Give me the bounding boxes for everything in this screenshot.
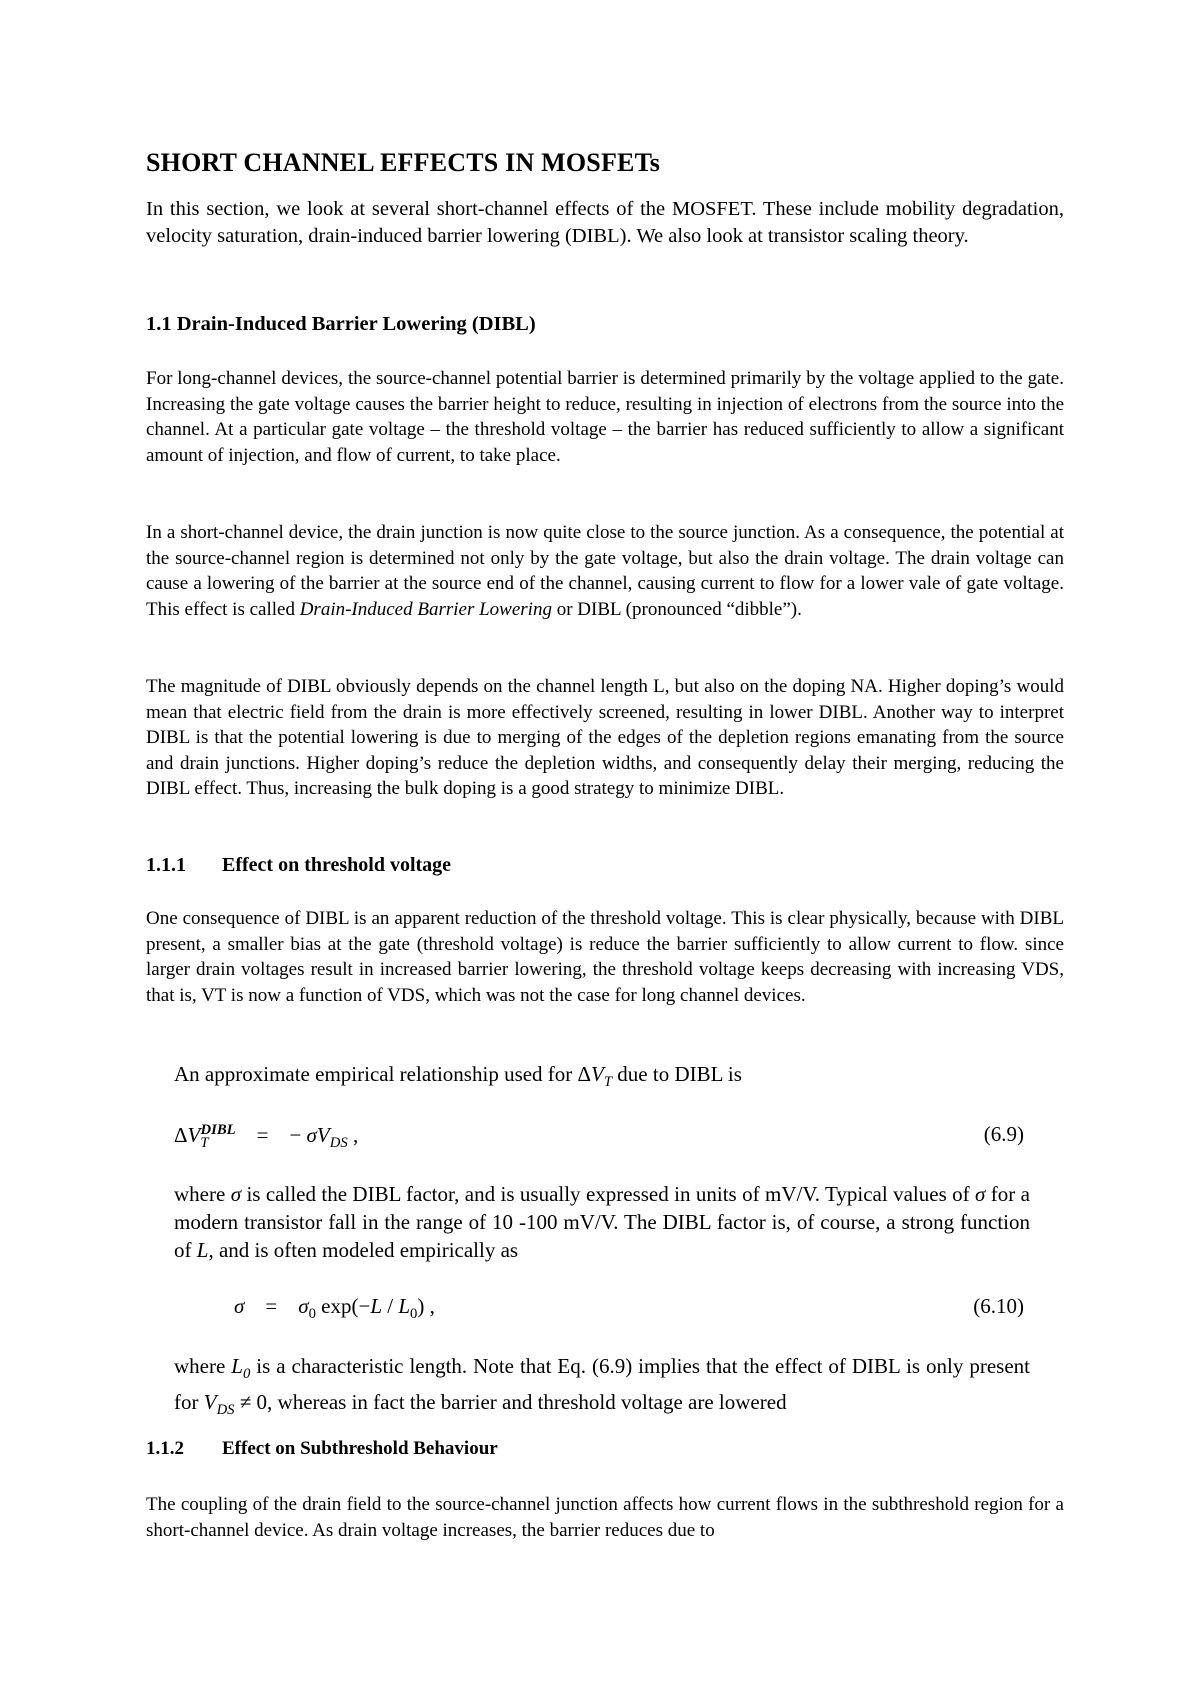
dibl-paragraph-3: The magnitude of DIBL obviously depends on the channel length L, but also on the doping NA. Higher doping’s would mean that electric field from the drain is more effectively screened, resulting in lower DIBL. Another way to interpret DIBL is that the potential lowering is due to merging of the edges of the depletion regions emanating from the source and drain junctions. Higher doping’s reduce the depletion widths, and consequently delay their merging, reducing the DIBL effect. Thus, increasing the bulk doping is a good strategy to minimize DIBL. <box>146 676 1064 799</box>
where2-text-c: ≠ 0, whereas in fact the barrier and threshold voltage are lowered <box>234 1390 787 1415</box>
section-1-1-2-number: 1.1.2 <box>146 1438 184 1459</box>
section-1-1-2-title: Effect on Subthreshold Behaviour <box>222 1438 498 1459</box>
book-intro-text-b: due to DIBL is <box>612 1062 742 1086</box>
dibl-factor-paragraph <box>174 1180 1030 1264</box>
where1-sigma: σ <box>230 1182 242 1206</box>
where2-text-a: where <box>174 1354 232 1378</box>
dibl-paragraph-2 <box>146 520 1064 622</box>
equation-6-10-expression: σ = $\sigma_0$ $\exp(-L / L_0)$ , <box>234 1294 435 1323</box>
dibl-paragraph-2-text-a: In a short-channel device, the drain junction is now quite close to the source junction. As a consequence, the potential at the source-channel region is determined not only by the gate voltage, but also the drain voltage. The drain voltage can cause a lowering of the barrier at the source end of the channel, causing current to flow for a lower vale of gate voltage. This effect is called <box>146 522 1064 620</box>
book-intro-v: V <box>591 1062 604 1086</box>
equation-6-10-number: (6.10) <box>973 1294 1024 1318</box>
equation-6-9 <box>174 1122 1024 1152</box>
book-excerpt-intro <box>174 1060 1024 1096</box>
where2-V-sub: DS <box>216 1402 235 1419</box>
section-1-1-2-heading <box>146 1438 498 1460</box>
book-intro-text-a: An approximate empirical relationship used for Δ <box>174 1062 592 1086</box>
dibl-term: Drain-Induced Barrier Lowering <box>299 598 552 620</box>
section-1-1-1-heading <box>146 854 451 877</box>
dibl-paragraph-1: For long-channel devices, the source-channel potential barrier is determined primarily by the voltage applied to the gate. Increasing the gate voltage causes the barrier height to reduce, resulting in injection of electrons from the source into the channel. At a particular gate voltage – the threshold voltage – the barrier has reduced sufficiently to allow a significant amount of injection, and flow of current, to take place. <box>146 368 1064 466</box>
section-1-1-1-title: Effect on threshold voltage <box>222 854 452 876</box>
threshold-paragraph: One consequence of DIBL is an apparent reduction of the threshold voltage. This is clear physically, because with DIBL present, a smaller bias at the gate (threshold voltage) is reduce the barrier sufficiently to allow current to flow. since larger drain voltages result in increased barrier lowering, the threshold voltage keeps decreasing with increasing VDS, that is, VT is now a function of VDS, which was not the case for long channel devices. <box>146 908 1064 1006</box>
equation-6-10 <box>234 1294 1024 1324</box>
intro-paragraph: In this section, we look at several short-channel effects of the MOSFET. These include mobility degradation, velocity saturation, drain-induced barrier lowering (DIBL). We also look at transistor scaling theory. <box>146 198 1064 247</box>
where2-L0-sub: 0 <box>242 1366 251 1383</box>
equation-6-9-expression: $\Delta V_T^{DIBL}$ = − $\sigma V_{DS}$ , <box>174 1122 359 1152</box>
page-title: SHORT CHANNEL EFFECTS IN MOSFETs <box>146 148 661 177</box>
where1-L: L <box>196 1238 209 1262</box>
section-1-1-1-number: 1.1.1 <box>146 854 186 876</box>
where1-text-a: where <box>174 1182 231 1206</box>
where2-V: V <box>203 1390 217 1415</box>
where1-text-c: for a modern transistor fall in the range of 10 -100 mV/V. The DIBL factor is, of course, a strong function of <box>174 1182 1030 1262</box>
book-intro-sub: T <box>603 1074 613 1091</box>
where1-sigma-2: σ <box>975 1182 986 1206</box>
where1-text-d: , and is often modeled empirically as <box>208 1238 519 1262</box>
where1-text-b: is called the DIBL factor, and is usually expressed in units of mV/V. Typical values of <box>241 1182 976 1206</box>
dibl-paragraph-2-text-b: or DIBL (pronounced “dibble”). <box>551 598 802 620</box>
where2-text-b: is a characteristic length. Note that Eq. (6.9) implies that the effect of DIBL is only present for <box>174 1354 1030 1415</box>
equation-6-9-number: (6.9) <box>983 1122 1024 1146</box>
section-1-1-heading: 1.1 Drain-Induced Barrier Lowering (DIBL) <box>146 313 536 335</box>
characteristic-length-paragraph <box>174 1352 1030 1424</box>
where2-L0: L <box>231 1354 243 1378</box>
subthreshold-paragraph: The coupling of the drain field to the source-channel junction affects how current flows in the subthreshold region for a short-channel device. As drain voltage increases, the barrier reduces due to <box>146 1494 1064 1541</box>
